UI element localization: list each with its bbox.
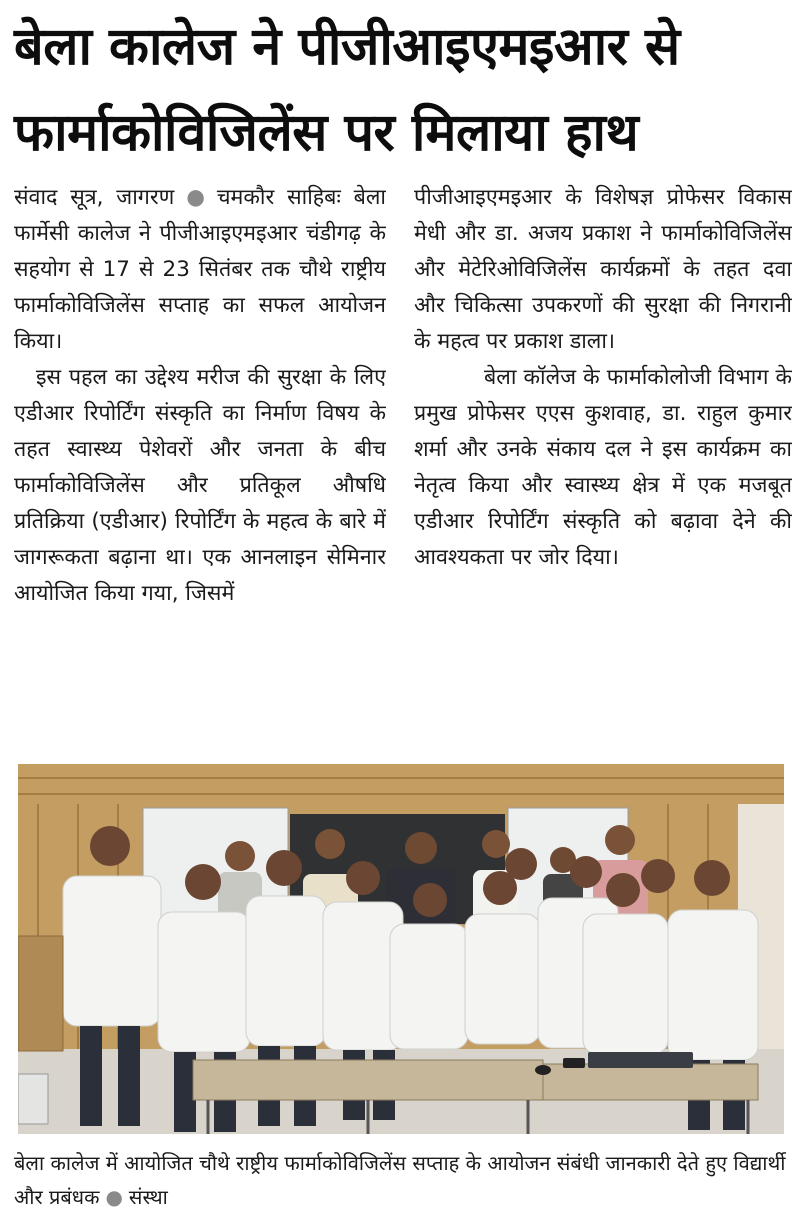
- group-photo: [18, 764, 784, 1134]
- headline: [14, 4, 799, 176]
- dateline: संवाद सूत्र, जागरण: [14, 185, 175, 210]
- article-para-3: पीजीआइएमइआर के विशेषज्ञ प्रोफेसर विकास मेधी और डा. अजय प्रकाश ने फार्माकोविजिलेंस और मेटेरिओविजिलेंस कार्यक्रमों के तहत दवा और चिकित्सा उपकरणों की सुरक्षा की निगरानी के महत्व पर प्रकाश डाला।: [414, 185, 792, 354]
- location: चमकौर: [216, 185, 275, 210]
- group-photo-illustration: [18, 764, 784, 1134]
- article-para-4: बेला कॉलेज के फार्माकोलोजी विभाग के प्रमुख प्रोफेसर एएस कुशवाह, डा. राहुल कुमार शर्मा और उनके संकाय दल ने इस कार्यक्रम का नेतृत्व किया और स्वास्थ्य क्षेत्र में एक मजबूत एडीआर रिपोर्टिंग संस्कृति को बढ़ावा देने की आवश्यकता पर जोर दिया।: [414, 365, 792, 570]
- caption-text: बेला कालेज में आयोजित चौथे राष्ट्रीय फार्माकोविजिलेंस सप्ताह के आयोजन संबंधी जानकारी देते हुए विद्यार्थी और प्रबंधक: [14, 1151, 786, 1209]
- headline-line-1: बेला कालेज ने पीजीआइएमइआर से: [14, 17, 680, 77]
- article-para-1: [14, 180, 386, 360]
- bullet-icon: ●: [180, 185, 211, 210]
- article-column-right: [414, 180, 792, 756]
- caption-bullet-icon: ●: [105, 1185, 123, 1209]
- article-para-2: इस पहल का उद्देश्य मरीज की सुरक्षा के लिए एडीआर रिपोर्टिंग संस्कृति का निर्माण विषय के तहत स्वास्थ्य पेशेवरों और जनता के बीच फार्माकोविजिलेंस और प्रतिकूल औषधि प्रतिक्रिया (एडीआर) रिपोर्टिंग के महत्व के बारे में जागरूकता बढ़ाना था। एक आनलाइन सेमिनार आयोजित किया गया, जिसमें: [14, 365, 386, 606]
- article-column-left: [14, 180, 386, 756]
- photo-caption: [14, 1146, 799, 1214]
- caption-credit: संस्था: [128, 1185, 168, 1209]
- para-1-text: साहिबः बेला फार्मेसी कालेज ने पीजीआइएमइआर चंडीगढ़ के सहयोग से 17 से 23 सितंबर तक चौथे राष्ट्रीय फार्माकोविजिलेंस सप्ताह का सफल आयोजन किया।: [14, 185, 386, 354]
- headline-line-2: फार्माकोविजिलेंस पर मिलाया हाथ: [14, 103, 639, 163]
